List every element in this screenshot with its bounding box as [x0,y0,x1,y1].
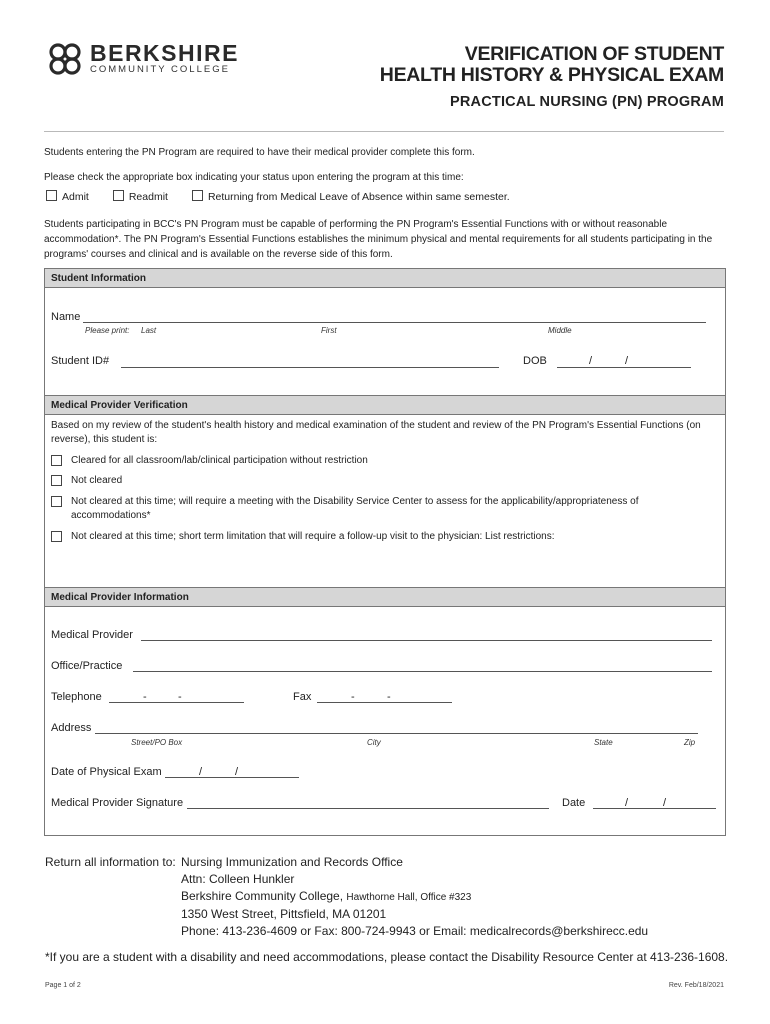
revision-date: Rev. Feb/18/2021 [668,982,724,989]
telephone-dash-1: - [143,691,147,703]
return-line-1: Nursing Immunization and Records Office [181,855,403,869]
street-caption: Street/PO Box [131,738,183,747]
college-logo [44,38,239,80]
student-id-label: Student ID# [51,355,110,367]
verification-option-not-cleared[interactable]: Not cleared [51,474,711,488]
status-option-readmit[interactable]: Readmit [113,190,168,203]
address-label: Address [51,722,92,734]
essential-functions-text: Students participating in BCC's PN Program must be capable of performing the PN Program's Essential Functions with or without reasonable accommodation*. The PN Program's Essential Functions establishes the minimum physical and mental requirements for all students participating in the programs' courses and clinical and is available on the reverse side of this form. [44,219,713,260]
disability-checkbox[interactable] [51,496,62,507]
state-caption: State [594,738,613,747]
please-print-caption: Please print: [85,326,130,335]
status-option-returning[interactable]: Returning from Medical Leave of Absence within same semester. [192,190,510,203]
status-option-admit[interactable]: Admit [46,190,89,203]
status-options [46,190,534,203]
header-divider [44,131,724,132]
telephone-label: Telephone [51,691,102,703]
disability-note: *If you are a student with a disability and need accommodations, please contact the Disability Resource Center at 413-236-1608. [45,950,729,964]
city-caption: City [367,738,381,747]
cleared-checkbox[interactable] [51,455,62,466]
verification-option-disability[interactable]: Not cleared at this time; will require a meeting with the Disability Service Center to assess for the applicability/appropriateness of accommodations* [51,495,711,523]
name-label: Name [51,311,81,323]
not-cleared-checkbox[interactable] [51,475,62,486]
return-line-3: Berkshire Community College, Hawthorne Hall, Office #323 [181,889,472,903]
signature-date-slash-2: / [663,797,667,809]
medical-provider-label: Medical Provider [51,629,133,641]
return-address [181,854,648,940]
returning-checkbox[interactable] [192,190,203,201]
signature-field[interactable] [187,808,549,809]
verification-option-cleared[interactable]: Cleared for all classroom/lab/clinical participation without restriction [51,454,711,468]
knot-logo-icon [44,38,86,80]
fax-dash-1: - [351,691,355,703]
form-frame [44,268,726,836]
logo-subtitle: COMMUNITY COLLEGE [90,64,230,75]
exam-date-slash-1: / [199,766,203,778]
short-term-checkbox[interactable] [51,531,62,542]
signature-date-field[interactable] [593,808,716,809]
office-field[interactable] [133,671,712,672]
verification-intro: Based on my review of the student's health history and medical examination of the student and review of the PN Program's Essential Functions (on reverse), this student is: [51,420,701,445]
telephone-field[interactable] [109,702,244,703]
student-id-field[interactable] [121,367,499,368]
return-block [45,854,648,940]
form-title [380,44,724,86]
signature-date-label: Date [562,797,586,809]
logo-name: BERKSHIRE [90,40,239,66]
first-name-caption: First [321,326,337,335]
return-line-2: Attn: Colleen Hunkler [181,872,295,886]
dob-slash-1: / [589,355,593,367]
return-line-5: Phone: 413-236-4609 or Fax: 800-724-9943 or Email: medicalrecords@berkshirecc.edu [181,924,649,938]
fax-label: Fax [293,691,312,703]
last-name-caption: Last [141,326,157,335]
dob-label: DOB [523,355,547,367]
telephone-dash-2: - [178,691,182,703]
intro-line-2: Please check the appropriate box indicating your status upon entering the program at this time: [44,172,464,183]
name-field[interactable] [83,322,706,323]
return-line-4: 1350 West Street, Pittsfield, MA 01201 [181,907,387,921]
return-label: Return all information to: [45,855,176,869]
zip-caption: Zip [684,738,696,747]
provider-info-heading: Medical Provider Information [45,587,725,607]
form-subtitle: PRACTICAL NURSING (PN) PROGRAM [450,94,724,110]
page-number: Page 1 of 2 [45,982,81,989]
readmit-checkbox[interactable] [113,190,124,201]
dob-slash-2: / [625,355,629,367]
signature-label: Medical Provider Signature [51,797,184,809]
intro-line-1: Students entering the PN Program are required to have their medical provider complete this form. [44,147,475,158]
student-info-heading: Student Information [45,268,725,288]
dob-field[interactable] [557,367,691,368]
signature-date-slash-1: / [625,797,629,809]
verification-heading: Medical Provider Verification [45,395,725,415]
verification-option-short-term[interactable]: Not cleared at this time; short term limitation that will require a follow-up visit to the physician: List restrictions: [51,530,711,544]
admit-checkbox[interactable] [46,190,57,201]
address-field[interactable] [95,733,698,734]
exam-date-slash-2: / [235,766,239,778]
title-line-2: HEALTH HISTORY & PHYSICAL EXAM [379,64,724,86]
title-line-1: VERIFICATION OF STUDENT [464,43,724,65]
exam-date-field[interactable] [165,777,299,778]
fax-field[interactable] [317,702,452,703]
middle-name-caption: Middle [548,326,572,335]
medical-provider-field[interactable] [141,640,712,641]
office-label: Office/Practice [51,660,123,672]
exam-date-label: Date of Physical Exam [51,766,162,778]
fax-dash-2: - [387,691,391,703]
